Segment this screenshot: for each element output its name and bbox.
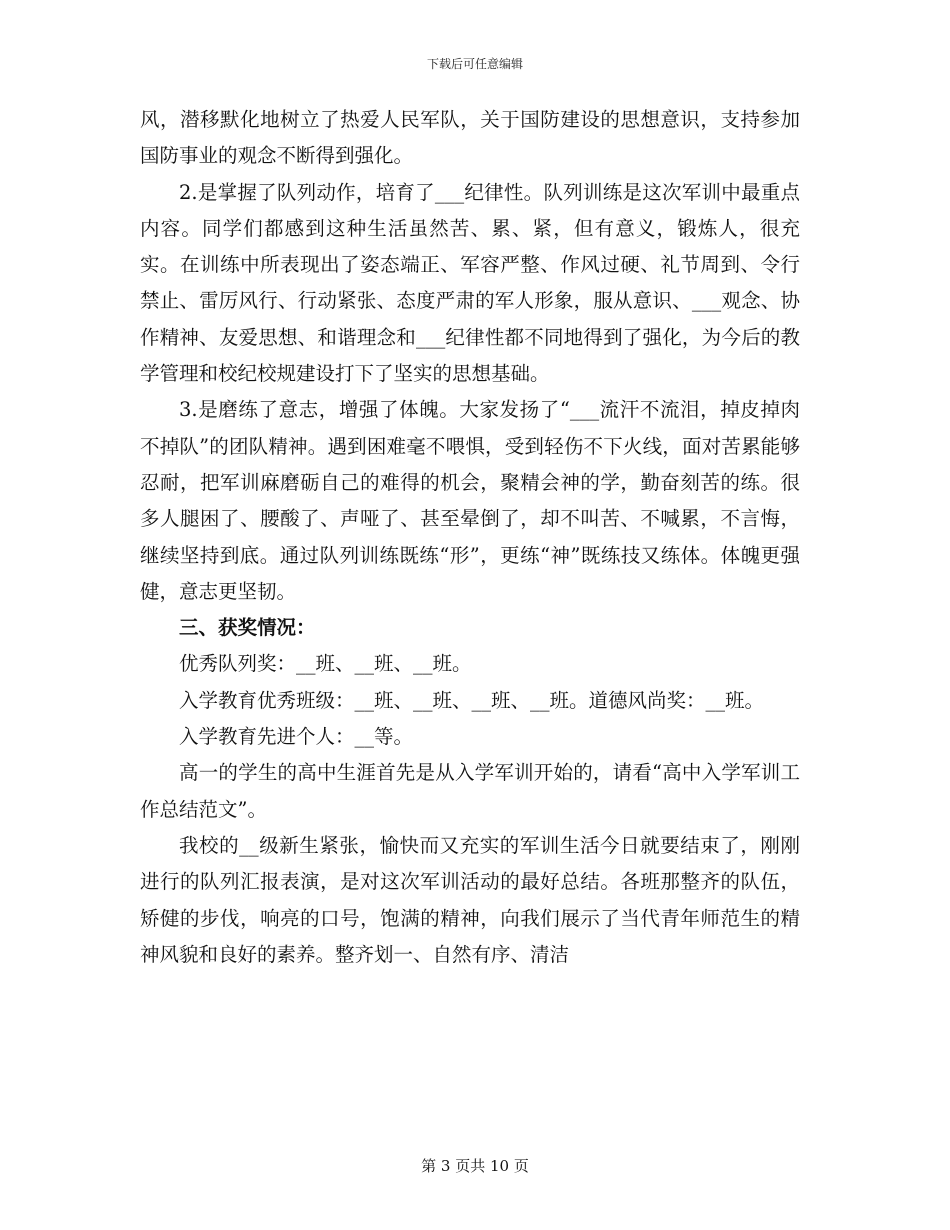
paragraph-summary: 我校的__级新生紧张，愉快而又充实的军训生活今日就要结束了，刚刚进行的队列汇报表演，是对这次军训活动的最好总结。各班那整齐的队伍，矫健的步伐，响亮的口号，饱满的精神，向我们展示了当代青年师范生的精神风貌和良好的素养。整齐划一、自然有序、清洁 <box>140 833 800 966</box>
paragraph-award-drill: 优秀队列奖：__班、__班、__班。 <box>179 652 472 676</box>
page-header: 下载后可任意编辑 <box>426 57 523 71</box>
page-footer: 第 3 页共 10 页 <box>421 1157 529 1175</box>
section-heading-awards: 三、获奖情况： <box>179 616 316 640</box>
paragraph-award-class: 入学教育优秀班级：__班、__班、__班、__班。道德风尚奖：__班。 <box>179 688 765 712</box>
paragraph-intro: 高一的学生的高中生涯首先是从入学军训开始的，请看“高中入学军训工作总结范文”。 <box>140 761 800 821</box>
document-body <box>140 102 800 973</box>
paragraph-point-2: 2.是掌握了队列动作，培育了___纪律性。队列训练是这次军训中最重点内容。同学们都感到这种生活虽然苦、累、紧，但有意义，锻炼人，很充实。在训练中所表现出了姿态端正、军容严整、作风过硬、礼节周到、令行禁止、雷厉风行、行动紧张、态度严肃的军人形象，服从意识、___观念、协作精神、友爱思想、和谐理念和___纪律性都不同地得到了强化，为今后的教学管理和校纪校规建设打下了坚实的思想基础。 <box>140 180 800 386</box>
paragraph-award-individual: 入学教育先进个人：__等。 <box>179 725 414 749</box>
paragraph-continued: 风，潜移默化地树立了热爱人民军队，关于国防建设的思想意识，支持参加国防事业的观念不断得到强化。 <box>140 108 800 168</box>
paragraph-point-3: 3.是磨练了意志，增强了体魄。大家发扬了“___流汗不流泪，掉皮掉肉不掉队”的团队精神。遇到困难毫不喂惧，受到轻伤不下火线，面对苦累能够忍耐，把军训麻磨砺自己的难得的机会，聚精会神的学，勤奋刻苦的练。很多人腿困了、腰酸了、声哑了、甚至晕倒了，却不叫苦、不喊累，不言悔，继续坚持到底。通过队列训练既练“形”，更练“神”既练技又练体。体魄更强健，意志更坚韧。 <box>140 398 800 603</box>
